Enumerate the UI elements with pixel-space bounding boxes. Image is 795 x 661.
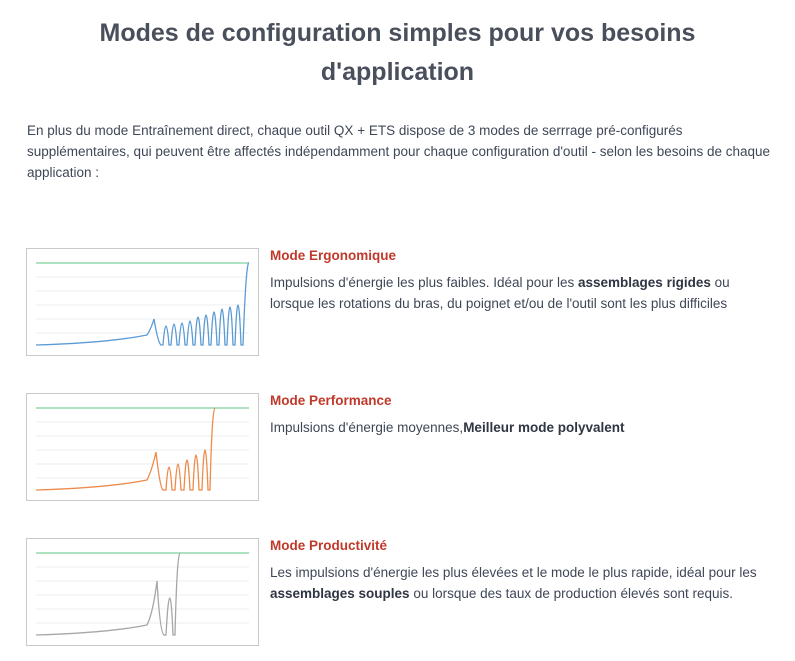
intro-paragraph: En plus du mode Entraînement direct, chaque outil QX + ETS dispose de 3 modes de serrrage pré-configurés supplémentaires, qui peuvent être affectés indépendamment pour chaque configuration d'outil - selon les besoins de chaque application : (27, 123, 771, 180)
torque-graph-productivite (26, 538, 259, 646)
mode-title: Mode Performance (270, 393, 392, 408)
torque-graph-ergonomique (26, 248, 259, 356)
mode-description: Impulsions d'énergie les plus faibles. Idéal pour les assemblages rigides ou lorsque les rotations du bras, du poignet et/ou de l'outil sont les plus difficiles (270, 275, 730, 311)
mode-ergonomique (26, 248, 771, 358)
mode-description: Impulsions d'énergie moyennes,Meilleur mode polyvalent (270, 420, 625, 435)
mode-performance (26, 393, 771, 503)
page-title: Modes de configuration simples pour vos besoins d'application (99, 19, 696, 86)
mode-title: Mode Productivité (270, 538, 388, 553)
mode-description: Les impulsions d'énergie les plus élevées et le mode le plus rapide, idéal pour les assemblages souples ou lorsque des taux de production élevés sont requis. (270, 565, 757, 601)
torque-graph-performance (26, 393, 259, 501)
mode-title: Mode Ergonomique (270, 248, 396, 263)
mode-productivite (26, 538, 771, 648)
